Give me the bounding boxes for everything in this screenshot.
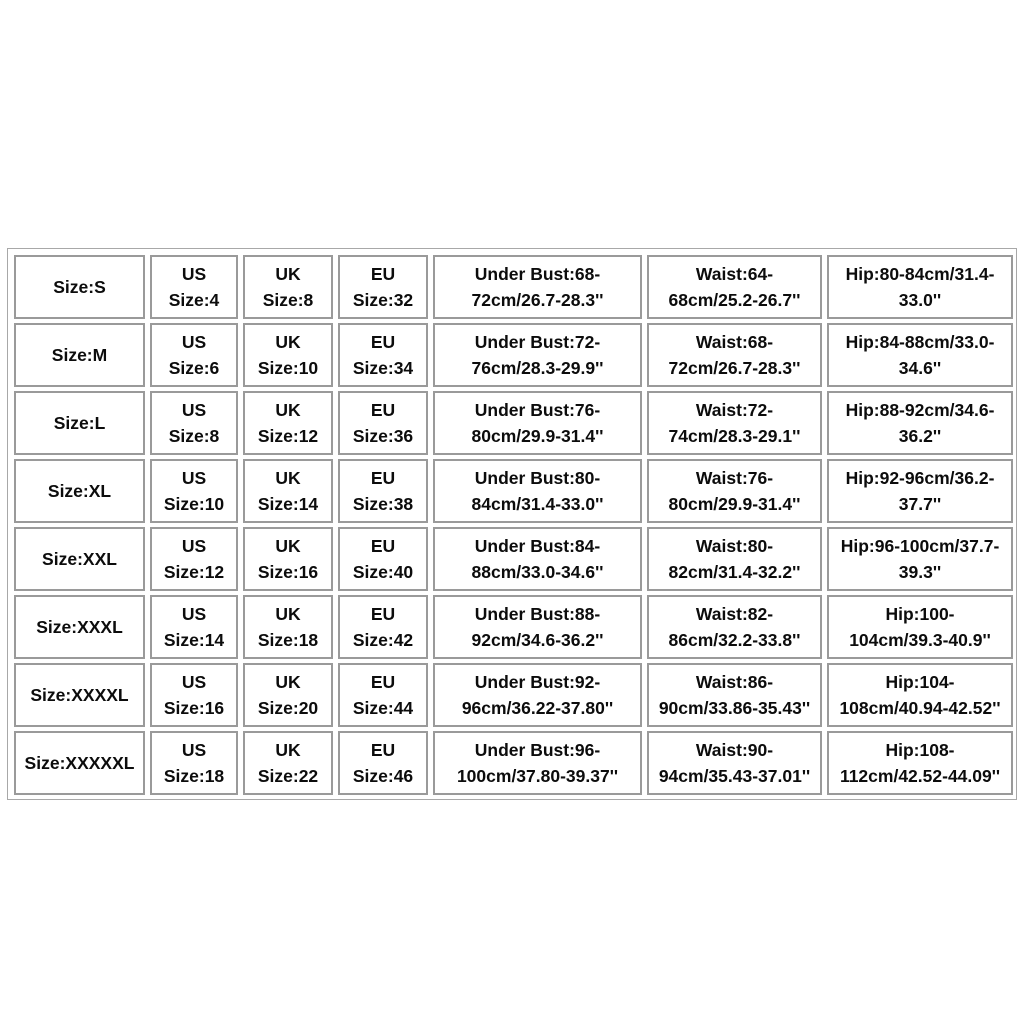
us-size-cell-line: Size:6 [168,358,220,378]
waist-cell-line: Waist:80- [695,536,774,556]
waist-cell-line: Waist:64- [695,264,774,284]
hip-cell [827,595,1013,659]
uk-size-cell-line: Size:18 [257,630,319,650]
under-bust-cell [433,595,642,659]
waist-cell-line: Waist:72- [695,400,774,420]
waist-cell-line: Waist:76- [695,468,774,488]
us-size-cell-line: US [181,264,207,284]
table-row [14,459,1013,523]
us-size-cell-line: US [181,536,207,556]
under-bust-cell [433,459,642,523]
us-size-cell [150,731,238,795]
us-size-cell [150,595,238,659]
waist-cell-line: 80cm/29.9-31.4'' [668,494,801,514]
eu-size-cell-line: EU [370,740,396,760]
eu-size-cell-line: EU [370,468,396,488]
size-cell-label: Size:S [53,277,106,297]
hip-cell-line: Hip:80-84cm/31.4- [845,264,995,284]
eu-size-cell [338,731,428,795]
us-size-cell-line: Size:16 [163,698,225,718]
uk-size-cell [243,663,333,727]
size-chart-table [9,251,1018,799]
hip-cell-line: Hip:96-100cm/37.7- [840,536,1000,556]
us-size-cell-line: Size:10 [163,494,225,514]
size-cell [14,391,145,455]
table-row [14,323,1013,387]
eu-size-cell-line: Size:42 [352,630,414,650]
table-row [14,391,1013,455]
waist-cell [647,391,822,455]
waist-cell-line: Waist:68- [695,332,774,352]
uk-size-cell-line: Size:16 [257,562,319,582]
hip-cell-line: 37.7'' [898,494,942,514]
uk-size-cell [243,595,333,659]
us-size-cell [150,527,238,591]
uk-size-cell-line: UK [275,672,301,692]
size-cell [14,323,145,387]
hip-cell-line: 39.3'' [898,562,942,582]
waist-cell [647,255,822,319]
under-bust-cell-line: Under Bust:72- [474,332,601,352]
size-cell-label: Size:XXXXL [30,685,129,705]
eu-size-cell [338,527,428,591]
hip-cell-line: Hip:104- [885,672,955,692]
us-size-cell-line: Size:18 [163,766,225,786]
uk-size-cell [243,323,333,387]
waist-cell [647,595,822,659]
uk-size-cell-line: Size:22 [257,766,319,786]
us-size-cell-line: Size:4 [168,290,220,310]
under-bust-cell-line: 96cm/36.22-37.80'' [461,698,614,718]
under-bust-cell-line: Under Bust:80- [474,468,601,488]
uk-size-cell-line: Size:10 [257,358,319,378]
under-bust-cell-line: 92cm/34.6-36.2'' [471,630,604,650]
eu-size-cell-line: Size:40 [352,562,414,582]
size-cell [14,459,145,523]
eu-size-cell [338,255,428,319]
us-size-cell [150,459,238,523]
uk-size-cell-line: UK [275,740,301,760]
hip-cell-line: Hip:88-92cm/34.6- [845,400,995,420]
under-bust-cell-line: 76cm/28.3-29.9'' [471,358,604,378]
eu-size-cell [338,323,428,387]
table-row [14,595,1013,659]
eu-size-cell-line: Size:36 [352,426,414,446]
size-cell-label: Size:XXXL [36,617,123,637]
uk-size-cell [243,731,333,795]
eu-size-cell-line: Size:38 [352,494,414,514]
under-bust-cell-line: Under Bust:76- [474,400,601,420]
under-bust-cell-line: Under Bust:92- [474,672,601,692]
table-row [14,663,1013,727]
us-size-cell-line: Size:12 [163,562,225,582]
us-size-cell-line: US [181,332,207,352]
eu-size-cell [338,595,428,659]
under-bust-cell [433,663,642,727]
waist-cell-line: 90cm/33.86-35.43'' [658,698,811,718]
under-bust-cell-line: 88cm/33.0-34.6'' [471,562,604,582]
uk-size-cell-line: Size:20 [257,698,319,718]
under-bust-cell-line: 72cm/26.7-28.3'' [471,290,604,310]
uk-size-cell [243,459,333,523]
hip-cell-line: 108cm/40.94-42.52'' [839,698,1001,718]
waist-cell-line: 82cm/31.4-32.2'' [668,562,801,582]
size-cell-label: Size:XXL [42,549,117,569]
waist-cell-line: 68cm/25.2-26.7'' [668,290,801,310]
waist-cell-line: 74cm/28.3-29.1'' [668,426,801,446]
eu-size-cell-line: EU [370,536,396,556]
eu-size-cell-line: Size:32 [352,290,414,310]
hip-cell-line: Hip:108- [885,740,955,760]
us-size-cell-line: US [181,672,207,692]
size-cell [14,255,145,319]
eu-size-cell-line: EU [370,400,396,420]
hip-cell [827,323,1013,387]
hip-cell-line: Hip:92-96cm/36.2- [845,468,995,488]
us-size-cell-line: US [181,604,207,624]
uk-size-cell-line: UK [275,468,301,488]
uk-size-cell-line: UK [275,264,301,284]
size-chart [7,248,1017,800]
size-cell [14,527,145,591]
uk-size-cell-line: UK [275,400,301,420]
size-cell [14,731,145,795]
eu-size-cell-line: EU [370,672,396,692]
table-row [14,255,1013,319]
hip-cell-line: Hip:100- [885,604,955,624]
under-bust-cell-line: 100cm/37.80-39.37'' [456,766,619,786]
size-cell [14,663,145,727]
uk-size-cell [243,255,333,319]
size-cell [14,595,145,659]
waist-cell-line: Waist:82- [695,604,774,624]
eu-size-cell [338,391,428,455]
hip-cell-line: 112cm/42.52-44.09'' [839,766,1001,786]
eu-size-cell [338,459,428,523]
hip-cell-line: 36.2'' [898,426,942,446]
hip-cell [827,391,1013,455]
size-cell-label: Size:M [51,345,108,365]
under-bust-cell-line: 80cm/29.9-31.4'' [471,426,604,446]
hip-cell-line: 104cm/39.3-40.9'' [849,630,991,650]
table-row [14,731,1013,795]
us-size-cell-line: US [181,400,207,420]
uk-size-cell-line: Size:14 [257,494,319,514]
hip-cell [827,459,1013,523]
eu-size-cell-line: Size:44 [352,698,414,718]
waist-cell-line: Waist:86- [695,672,774,692]
hip-cell [827,731,1013,795]
eu-size-cell-line: Size:46 [352,766,414,786]
waist-cell [647,663,822,727]
under-bust-cell-line: Under Bust:84- [474,536,601,556]
under-bust-cell-line: Under Bust:68- [474,264,601,284]
under-bust-cell-line: Under Bust:96- [474,740,601,760]
waist-cell-line: Waist:90- [695,740,774,760]
hip-cell [827,255,1013,319]
waist-cell-line: 72cm/26.7-28.3'' [668,358,801,378]
waist-cell [647,527,822,591]
us-size-cell-line: Size:14 [163,630,225,650]
us-size-cell [150,391,238,455]
uk-size-cell [243,527,333,591]
us-size-cell-line: US [181,740,207,760]
uk-size-cell-line: UK [275,604,301,624]
hip-cell-line: Hip:84-88cm/33.0- [845,332,995,352]
uk-size-cell [243,391,333,455]
us-size-cell [150,663,238,727]
us-size-cell [150,255,238,319]
eu-size-cell-line: EU [370,264,396,284]
us-size-cell [150,323,238,387]
table-row [14,527,1013,591]
hip-cell [827,663,1013,727]
eu-size-cell-line: EU [370,332,396,352]
waist-cell [647,459,822,523]
waist-cell [647,731,822,795]
under-bust-cell-line: Under Bust:88- [474,604,601,624]
waist-cell-line: 94cm/35.43-37.01'' [658,766,811,786]
eu-size-cell [338,663,428,727]
hip-cell [827,527,1013,591]
under-bust-cell [433,255,642,319]
under-bust-cell [433,527,642,591]
hip-cell-line: 33.0'' [898,290,942,310]
hip-cell-line: 34.6'' [898,358,942,378]
us-size-cell-line: US [181,468,207,488]
under-bust-cell [433,731,642,795]
under-bust-cell [433,323,642,387]
us-size-cell-line: Size:8 [168,426,220,446]
under-bust-cell [433,391,642,455]
size-cell-label: Size:L [53,413,106,433]
size-cell-label: Size:XL [47,481,112,501]
uk-size-cell-line: Size:8 [262,290,314,310]
eu-size-cell-line: Size:34 [352,358,414,378]
uk-size-cell-line: UK [275,332,301,352]
eu-size-cell-line: EU [370,604,396,624]
under-bust-cell-line: 84cm/31.4-33.0'' [471,494,604,514]
uk-size-cell-line: Size:12 [257,426,319,446]
waist-cell [647,323,822,387]
uk-size-cell-line: UK [275,536,301,556]
size-cell-label: Size:XXXXXL [24,753,135,773]
waist-cell-line: 86cm/32.2-33.8'' [668,630,801,650]
